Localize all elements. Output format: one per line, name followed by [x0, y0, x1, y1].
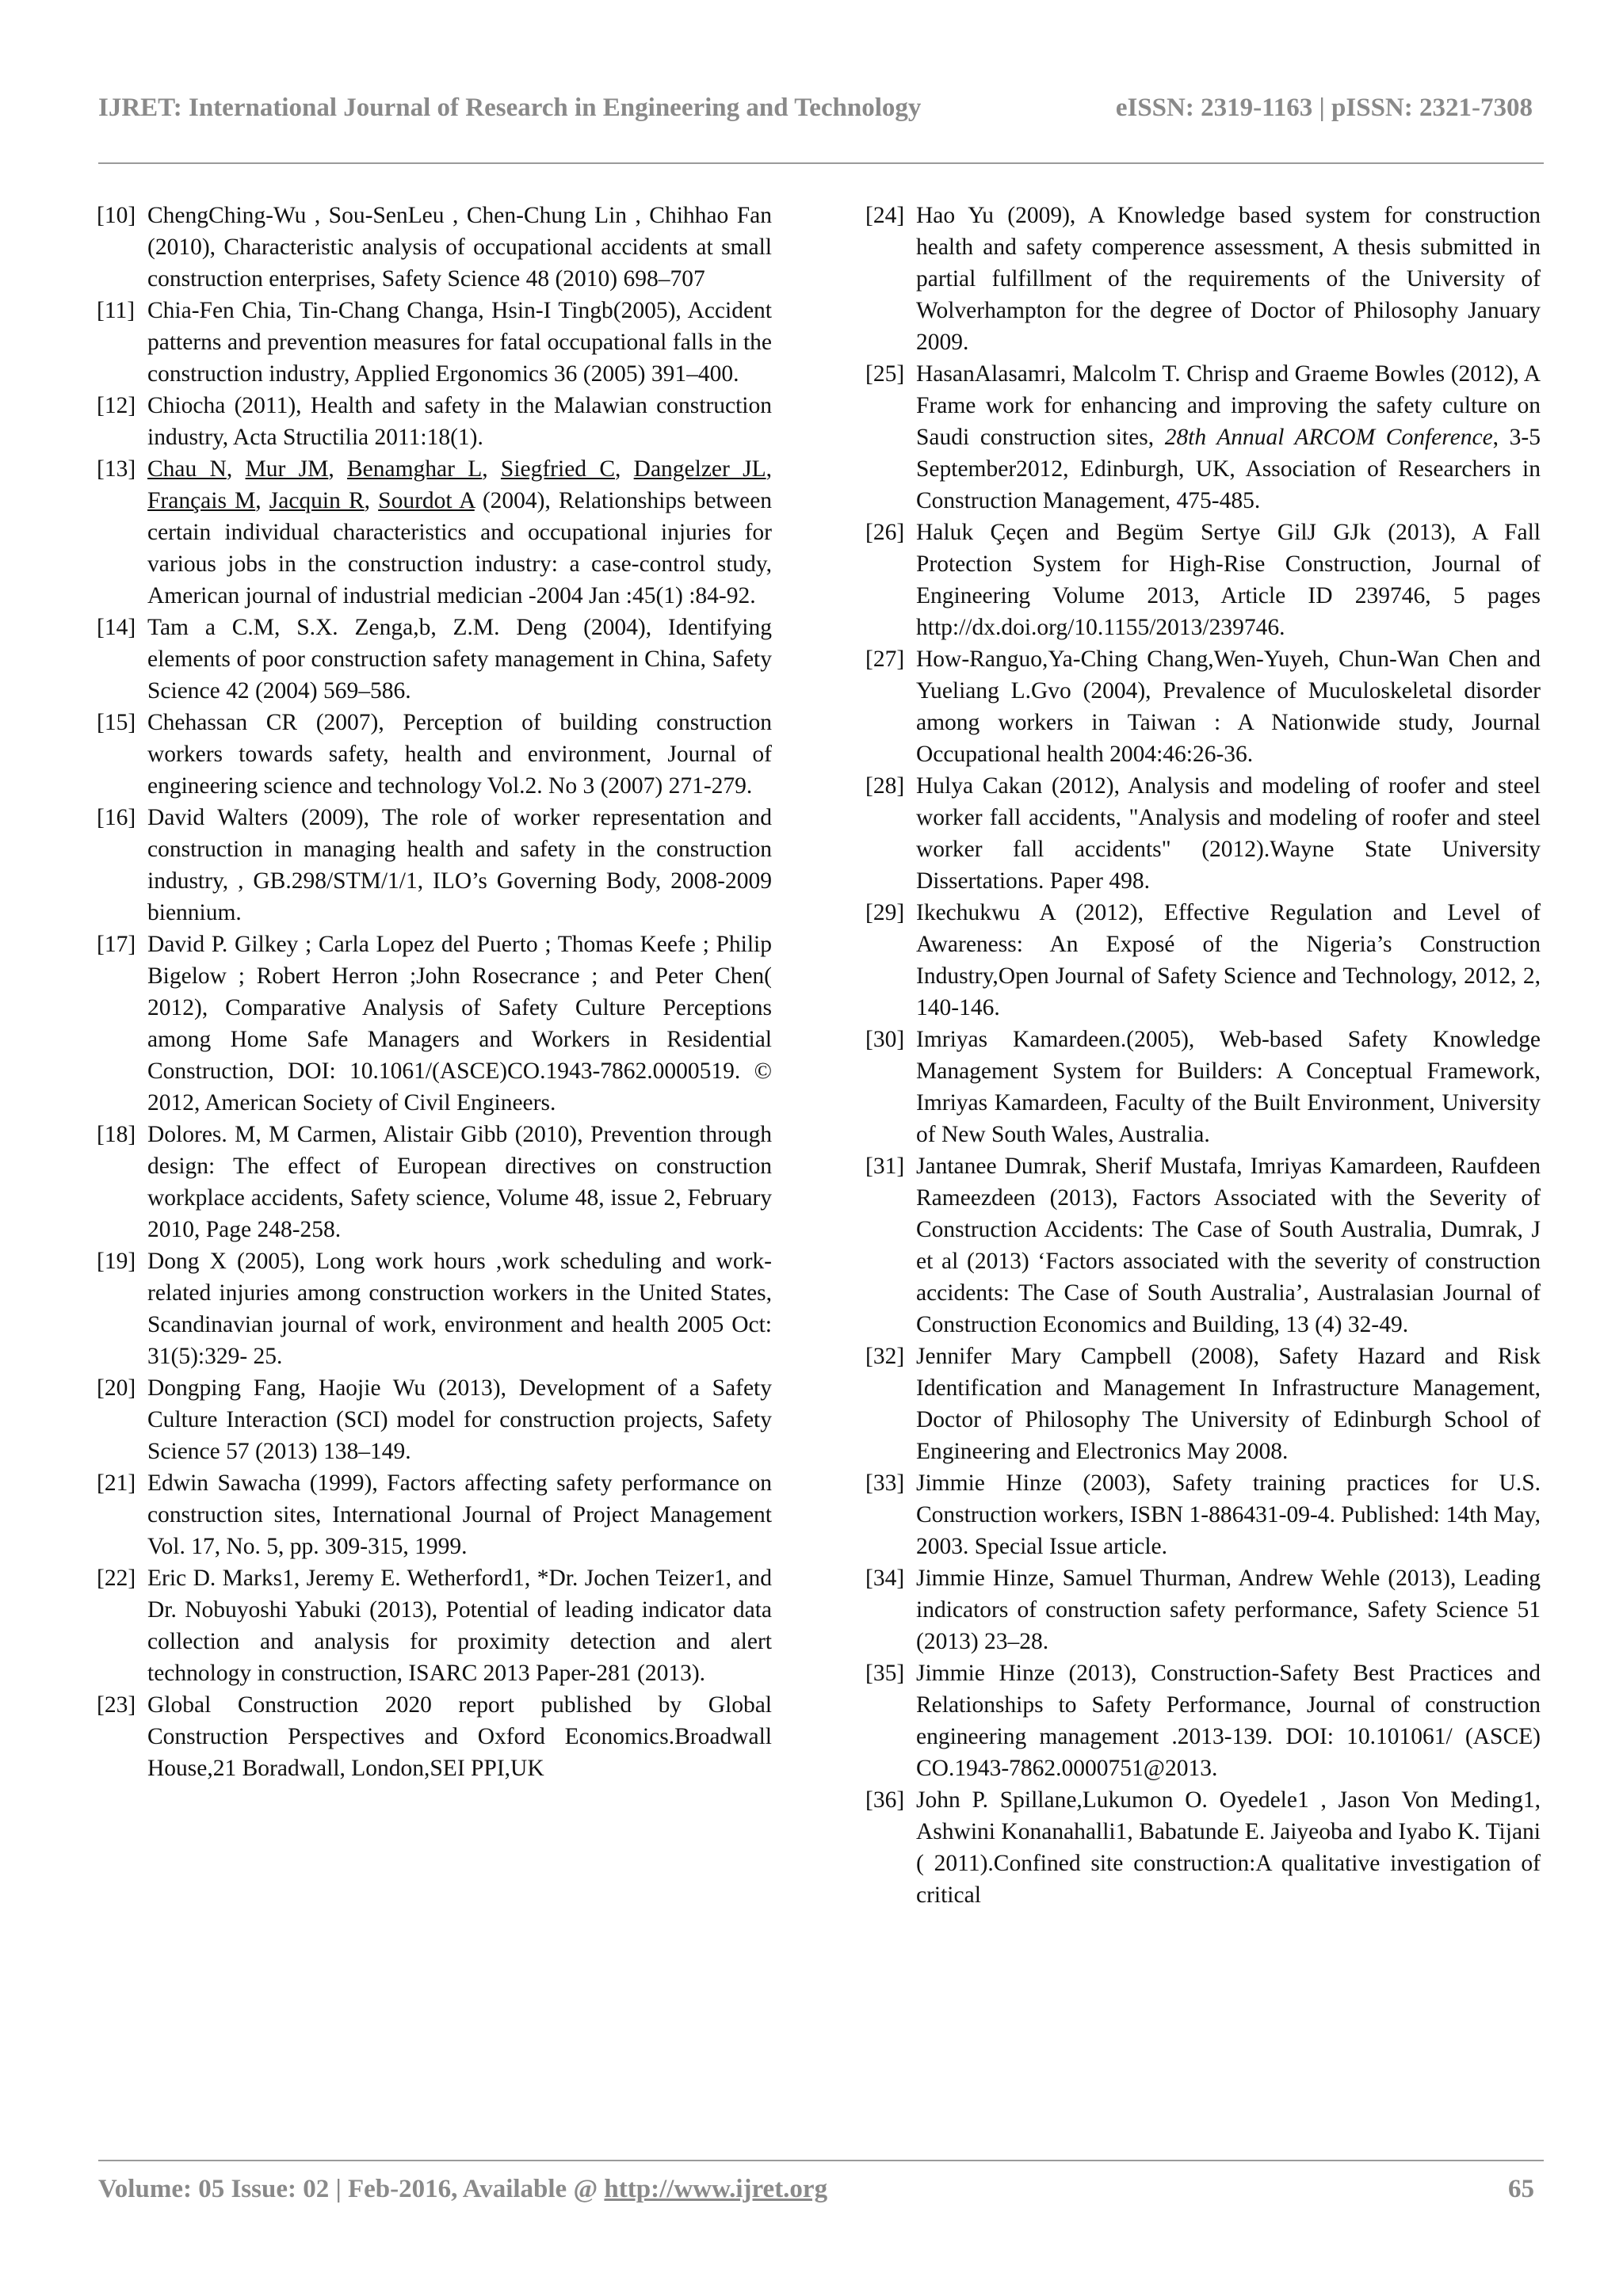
reference-text-segment: Edwin Sawacha (1999), Factors affecting safety performance on construction sites, International Journal of Project Management Vol. 17, No. 5, pp. 309-315, 1999.	[147, 1470, 772, 1559]
reference-number: [14]	[97, 615, 136, 640]
reference-text-segment: ,	[364, 488, 379, 513]
reference-text-segment: David P. Gilkey ; Carla Lopez del Puerto ; Thomas Keefe ; Philip Bigelow ; Robert Herron ;John Rosecrance ; and Peter Chen( 2012), Comparative Analysis of Safety Culture Perceptions among Home Safe Managers and Workers in Residential Construction, DOI: 10.1061/(ASCE)CO.1943-7862.0000519. © 2012, American Society of Civil Engineers.	[147, 932, 772, 1116]
reference-number: [29]	[865, 900, 905, 925]
reference-text-segment: Dongping Fang, Haojie Wu (2013), Development of a Safety Culture Interaction (SCI) model for construction projects, Safety Science 57 (2013) 138–149.	[147, 1375, 772, 1464]
reference-text	[916, 643, 1541, 770]
reference-number: [31]	[865, 1154, 905, 1179]
reference-entry	[865, 1150, 1541, 1341]
author-link[interactable]: Chau N	[147, 456, 227, 482]
running-header	[98, 93, 1533, 132]
reference-text-segment: Jennifer Mary Campbell (2008), Safety Hazard and Risk Identification and Management In Infrastructure Management, Doctor of Philosophy The University of Edinburgh School of Engineering and Electronics May 2008.	[916, 1344, 1541, 1464]
reference-text-segment: Haluk Çeçen and Begüm Sertye GilJ GJk (2013), A Fall Protection System for High-Rise Construction, Journal of Engineering Volume 2013, Article ID 239746, 5 pages http://dx.doi.org/10.1155/2013/239746.	[916, 520, 1541, 640]
reference-text	[916, 1562, 1541, 1657]
reference-entry	[97, 1689, 772, 1784]
reference-entry	[97, 1245, 772, 1372]
journal-title: IJRET: International Journal of Research in Engineering and Technology	[98, 93, 922, 122]
reference-text-segment: ,	[615, 456, 634, 482]
header-divider	[98, 162, 1544, 164]
reference-number: [24]	[865, 203, 905, 228]
reference-entry	[97, 1372, 772, 1467]
reference-entry	[865, 1467, 1541, 1562]
reference-text-segment: , 3-5 September2012, Edinburgh, UK, Association of Researchers in Construction Management, 475-485.	[916, 425, 1541, 513]
reference-entry	[865, 1341, 1541, 1467]
footer-volume-info	[98, 2175, 827, 2204]
reference-text-segment: Ikechukwu A (2012), Effective Regulation and Level of Awareness: An Exposé of the Nigeria’s Construction Industry,Open Journal of Safety Science and Technology, 2012, 2, 140-146.	[916, 900, 1541, 1020]
reference-text-segment: Hulya Cakan (2012), Analysis and modeling of roofer and steel worker fall accidents, "Analysis and modeling of roofer and steel worker fall accidents" (2012).Wayne State University Dissertations. Paper 498.	[916, 773, 1541, 894]
footer-volume-text: Volume: 05 Issue: 02 | Feb-2016, Available @	[98, 2175, 605, 2203]
reference-text-segment: Chehassan CR (2007), Perception of building construction workers towards safety, health and environment, Journal of engineering science and technology Vol.2. No 3 (2007) 271-279.	[147, 710, 772, 799]
author-link[interactable]: Dangelzer JL	[633, 456, 766, 482]
reference-number: [26]	[865, 520, 905, 545]
reference-entry	[865, 1562, 1541, 1657]
reference-text-segment: Chiocha (2011), Health and safety in the Malawian construction industry, Acta Structilia 2011:18(1).	[147, 393, 772, 450]
reference-text	[916, 1341, 1541, 1467]
footer-divider	[98, 2160, 1544, 2161]
reference-entry	[97, 612, 772, 707]
reference-text-segment: John P. Spillane,Lukumon O. Oyedele1 , Jason Von Meding1, Ashwini Konanahalli1, Babatunde E. Jaiyeoba and Iyabo K. Tijani ( 2011).Confined site construction:A qualitative investigation of critical	[916, 1787, 1541, 1908]
reference-text-segment: ,	[255, 488, 269, 513]
reference-text	[147, 295, 772, 390]
reference-number: [27]	[865, 646, 905, 672]
reference-entry	[865, 643, 1541, 770]
references-left-column	[97, 200, 772, 1784]
reference-text	[916, 1467, 1541, 1562]
reference-text	[147, 1372, 772, 1467]
author-link[interactable]: Benamghar L	[346, 456, 483, 482]
reference-number: [22]	[97, 1566, 136, 1591]
reference-text-segment: Jimmie Hinze (2013), Construction-Safety Best Practices and Relationships to Safety Performance, Journal of construction engineering management .2013-139. DOI: 10.101061/ (ASCE) CO.1943-7862.0000751@2013.	[916, 1661, 1541, 1781]
reference-text-segment: Jantanee Dumrak, Sherif Mustafa, Imriyas Kamardeen, Raufdeen Rameezdeen (2013), Factors Associated with the Severity of Construction Accidents: The Case of South Australia, Dumrak, J et al (2013) ‘Factors associated with the severity of construction accidents: The Case of South Australia’, Australasian Journal of Construction Economics and Building, 13 (4) 32-49.	[916, 1154, 1541, 1337]
reference-text-segment: David Walters (2009), The role of worker representation and construction in managing health and safety in the construction industry, , GB.298/STM/1/1, ILO’s Governing Body, 2008-2009 biennium.	[147, 805, 772, 925]
reference-text-segment: Dong X (2005), Long work hours ,work scheduling and work-related injuries among construction workers in the United States, Scandinavian journal of work, environment and health 2005 Oct: 31(5):329- 25.	[147, 1249, 772, 1369]
reference-text-segment: Eric D. Marks1, Jeremy E. Wetherford1, *Dr. Jochen Teizer1, and Dr. Nobuyoshi Yabuki (2013), Potential of leading indicator data collection and analysis for proximity detection and alert technology in construction, ISARC 2013 Paper-281 (2013).	[147, 1566, 772, 1686]
reference-number: [16]	[97, 805, 136, 830]
reference-text	[916, 1024, 1541, 1150]
reference-entry	[97, 1562, 772, 1689]
reference-number: [12]	[97, 393, 136, 418]
reference-text	[916, 1150, 1541, 1341]
italic-text: 28th Annual ARCOM Conference	[1164, 425, 1493, 450]
reference-text	[147, 1467, 772, 1562]
reference-entry	[97, 295, 772, 390]
reference-number: [10]	[97, 203, 136, 228]
reference-text-segment: Tam a C.M, S.X. Zenga,b, Z.M. Deng (2004), Identifying elements of poor construction safety management in China, Safety Science 42 (2004) 569–586.	[147, 615, 772, 704]
reference-number: [32]	[865, 1344, 905, 1369]
reference-text-segment: Imriyas Kamardeen.(2005), Web-based Safety Knowledge Management System for Builders: A Conceptual Framework, Imriyas Kamardeen, Faculty of the Built Environment, University of New South Wales, Australia.	[916, 1027, 1541, 1147]
reference-number: [23]	[97, 1692, 136, 1718]
reference-entry	[865, 897, 1541, 1024]
reference-number: [30]	[865, 1027, 905, 1052]
reference-text-segment: Jimmie Hinze, Samuel Thurman, Andrew Wehle (2013), Leading indicators of construction safety performance, Safety Science 51 (2013) 23–28.	[916, 1566, 1541, 1654]
reference-entry	[865, 517, 1541, 643]
reference-number: [35]	[865, 1661, 905, 1686]
page-number: 65	[1508, 2175, 1534, 2203]
reference-text	[147, 802, 772, 929]
reference-entry	[865, 358, 1541, 517]
reference-text-segment: Hao Yu (2009), A Knowledge based system for construction health and safety comperence assessment, A thesis submitted in partial fulfillment of the requirements of the University of Wolverhampton for the degree of Doctor of Philosophy January 2009.	[916, 203, 1541, 355]
reference-text	[916, 200, 1541, 358]
reference-entry	[865, 200, 1541, 358]
author-link[interactable]: Mur JM	[245, 456, 329, 482]
reference-entry	[97, 200, 772, 295]
reference-entry	[97, 1119, 772, 1245]
reference-entry	[97, 1467, 772, 1562]
reference-entry	[97, 453, 772, 612]
reference-text-segment: Dolores. M, M Carmen, Alistair Gibb (2010), Prevention through design: The effect of European directives on construction workplace accidents, Safety science, Volume 48, issue 2, February 2010, Page 248-258.	[147, 1122, 772, 1242]
reference-entry	[865, 1657, 1541, 1784]
reference-text	[916, 358, 1541, 517]
reference-number: [25]	[865, 361, 905, 387]
reference-text	[916, 1784, 1541, 1911]
reference-number: [18]	[97, 1122, 136, 1147]
reference-text	[147, 1119, 772, 1245]
reference-text-segment: How-Ranguo,Ya-Ching Chang,Wen-Yuyeh, Chun-Wan Chen and Yueliang L.Gvo (2004), Prevalence of Muculoskeletal disorder among workers in Taiwan : A Nationwide study, Journal Occupational health 2004:46:26-36.	[916, 646, 1541, 767]
reference-number: [34]	[865, 1566, 905, 1591]
reference-text-segment: HasanAlasamri, Malcolm T. Chrisp and Graeme Bowles (2012), A Frame work for enhancing and improving the safety culture on Saudi construction sites,	[916, 361, 1541, 450]
issn-info: eISSN: 2319-1163 | pISSN: 2321-7308	[1115, 93, 1533, 122]
reference-text-segment: (2004), Relationships between certain individual characteristics and occupational injuries for various jobs in the construction industry: a case-control study, American journal of industrial medician -2004 Jan :45(1) :84-92.	[147, 488, 772, 608]
author-link[interactable]: Jacquin R	[269, 488, 365, 513]
reference-entry	[97, 390, 772, 453]
reference-text-segment: ,	[226, 456, 246, 482]
reference-number: [36]	[865, 1787, 905, 1813]
reference-number: [17]	[97, 932, 136, 957]
reference-text	[147, 1562, 772, 1689]
journal-website-link[interactable]: http://www.ijret.org	[604, 2175, 828, 2203]
reference-text	[916, 517, 1541, 643]
reference-text	[916, 897, 1541, 1024]
reference-number: [13]	[97, 456, 136, 482]
running-footer	[98, 2175, 1534, 2213]
reference-text-segment: ,	[328, 456, 347, 482]
reference-text	[916, 770, 1541, 897]
reference-number: [19]	[97, 1249, 136, 1274]
author-link[interactable]: Sourdot A	[378, 488, 475, 513]
reference-entry	[97, 802, 772, 929]
author-link[interactable]: Français M	[147, 488, 256, 513]
reference-text	[147, 612, 772, 707]
reference-text-segment: Global Construction 2020 report published by Global Construction Perspectives and Oxford Economics.Broadwall House,21 Boradwall, London,SEI PPI,UK	[147, 1692, 772, 1781]
reference-text-segment: Chia-Fen Chia, Tin-Chang Changa, Hsin-I Tingb(2005), Accident patterns and prevention measures for fatal occupational falls in the construction industry, Applied Ergonomics 36 (2005) 391–400.	[147, 298, 772, 387]
reference-number: [20]	[97, 1375, 136, 1401]
reference-text-segment: ChengChing-Wu , Sou-SenLeu , Chen-Chung Lin , Chihhao Fan (2010), Characteristic analysis of occupational accidents at small construction enterprises, Safety Science 48 (2010) 698–707	[147, 203, 772, 292]
reference-text	[147, 1245, 772, 1372]
reference-number: [21]	[97, 1470, 136, 1496]
reference-text	[147, 453, 772, 612]
references-right-column	[865, 200, 1541, 1911]
reference-entry	[865, 1784, 1541, 1911]
reference-text	[147, 200, 772, 295]
reference-text-segment: Jimmie Hinze (2003), Safety training practices for U.S. Construction workers, ISBN 1-886431-09-4. Published: 14th May, 2003. Special Issue article.	[916, 1470, 1541, 1559]
reference-text	[147, 707, 772, 802]
reference-text	[916, 1657, 1541, 1784]
author-link[interactable]: Siegfried C	[500, 456, 615, 482]
reference-entry	[865, 1024, 1541, 1150]
reference-text	[147, 1689, 772, 1784]
reference-number: [28]	[865, 773, 905, 799]
reference-entry	[97, 707, 772, 802]
reference-number: [15]	[97, 710, 136, 735]
reference-number: [33]	[865, 1470, 905, 1496]
reference-number: [11]	[97, 298, 136, 323]
reference-entry	[865, 770, 1541, 897]
reference-text-segment: ,	[482, 456, 501, 482]
reference-entry	[97, 929, 772, 1119]
reference-text	[147, 390, 772, 453]
reference-text	[147, 929, 772, 1119]
reference-text-segment: ,	[766, 456, 773, 482]
